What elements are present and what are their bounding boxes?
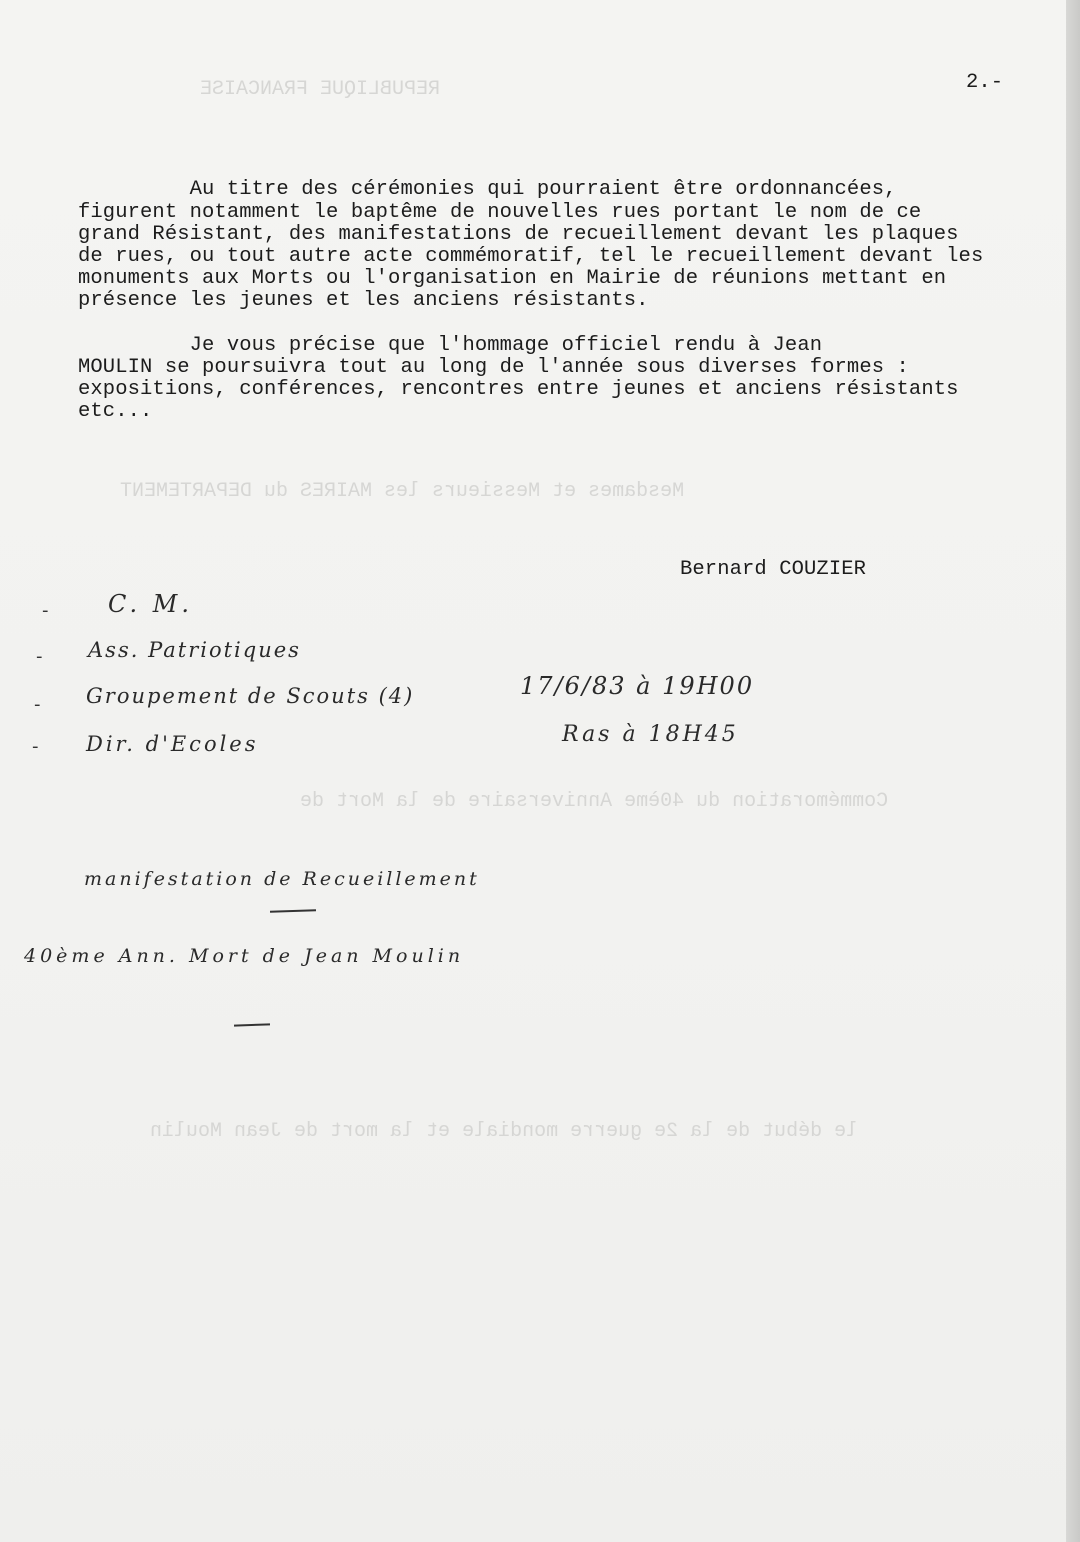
handwritten-arrival-time: Ras à 18H45 (562, 722, 739, 747)
paragraph-line: Je vous précise que l'hommage officiel rendu à Jean (78, 334, 823, 357)
show-through-text: le début de la 2e guerre mondiale et la mort de Jean Moulin (150, 1120, 859, 1143)
paragraph-line: monuments aux Morts ou l'organisation en Mairie de réunions mettant en (78, 267, 947, 290)
handwritten-note-line: 40ème Ann. Mort de Jean Moulin (24, 945, 465, 967)
paragraph-line: grand Résistant, des manifestations de recueillement devant les plaques (78, 223, 959, 246)
paragraph-line: expositions, conférences, rencontres entre jeunes et anciens résistants (78, 378, 959, 401)
paragraph-line: Au titre des cérémonies qui pourraient être ordonnancées, (78, 178, 897, 201)
list-item: Ass. Patriotiques (88, 638, 301, 662)
signature: Bernard COUZIER (680, 558, 867, 581)
handwritten-date: 17/6/83 à 19H00 (520, 672, 755, 700)
list-dash: - (32, 736, 39, 757)
list-item: C. M. (108, 590, 193, 618)
page-number: 2.- (966, 71, 1004, 94)
handwritten-note-line: manifestation de Recueillement (84, 868, 480, 890)
list-dash: - (34, 694, 41, 715)
paragraph-line: de rues, ou tout autre acte commémoratif, tel le recueillement devant les (78, 245, 984, 268)
show-through-text: Mesdames et Messieurs les MAIRES du DEPARTEMENT (120, 480, 685, 503)
list-item: Groupement de Scouts (4) (86, 684, 415, 708)
paragraph-line: figurent notamment le baptême de nouvelles rues portant le nom de ce (78, 201, 922, 224)
handwritten-underline (234, 1023, 270, 1026)
handwritten-underline (270, 909, 316, 913)
list-dash: - (36, 646, 43, 667)
paragraph-line: MOULIN se poursuivra tout au long de l'année sous diverses formes : (78, 356, 909, 379)
list-item: Dir. d'Ecoles (86, 732, 259, 756)
show-through-text: REPUBLIQUE FRANCAISE (200, 78, 441, 101)
show-through-text: Commémoration du 40ème Anniversaire de la Mort de (300, 790, 889, 813)
paragraph-line: etc... (78, 400, 153, 423)
paper-edge (1066, 0, 1080, 1542)
paragraph-line: présence les jeunes et les anciens résistants. (78, 289, 649, 312)
list-dash: - (42, 600, 49, 621)
